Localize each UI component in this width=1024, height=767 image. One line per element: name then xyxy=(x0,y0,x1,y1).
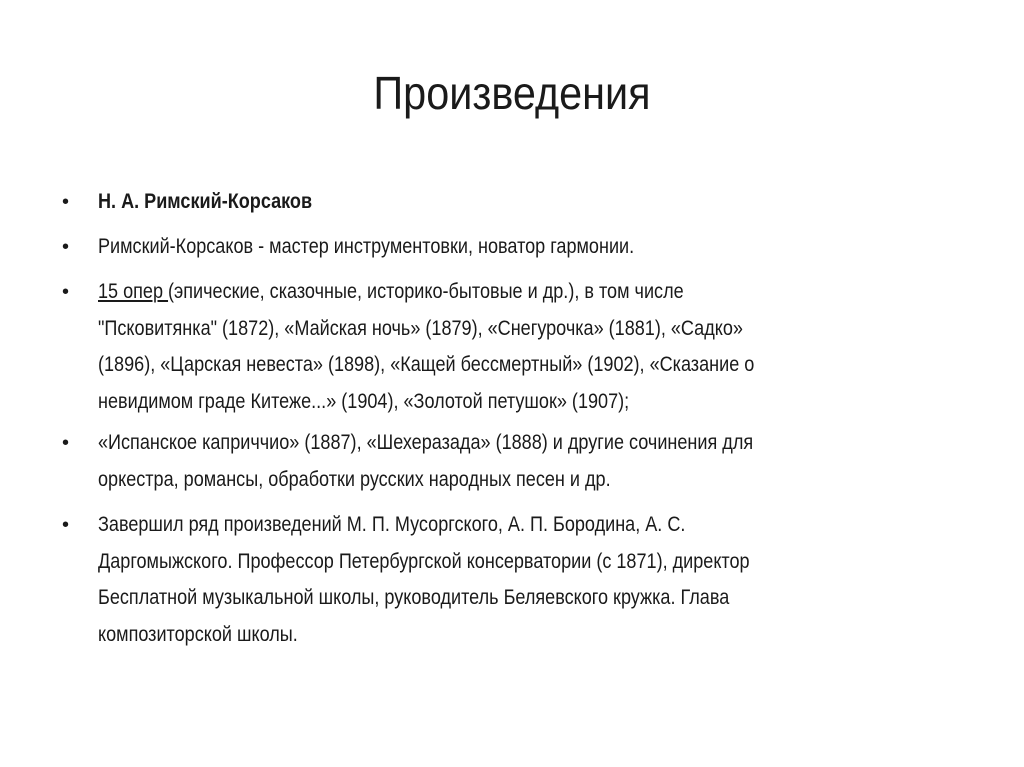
item-line: композиторской школы. xyxy=(98,622,298,646)
slide-title: Произведения xyxy=(373,67,651,119)
item-line xyxy=(98,274,754,311)
item-line: «Испанское каприччио» (1887), «Шехеразада» (1888) и другие сочинения для xyxy=(98,431,754,454)
bullet-icon: • xyxy=(62,281,70,303)
bullet-icon: • xyxy=(62,236,70,258)
operas-count-underlined: 15 опер xyxy=(98,280,169,303)
bullet-icon: • xyxy=(62,432,70,454)
item-line: (1896), «Царская невеста» (1898), «Кащей бессмертный» (1902), «Сказание о xyxy=(98,353,755,376)
item-line: Римский-Корсаков - мастер инструментовки, новатор гармонии. xyxy=(98,235,635,258)
item-line-text: (эпические, сказочные, историко-бытовые и др.), в том числе xyxy=(168,280,684,303)
item-line: невидимом граде Китеже...» (1904), «Золотой петушок» (1907); xyxy=(98,389,630,413)
item-line: оркестра, романсы, обработки русских народных песен и др. xyxy=(98,467,611,491)
bullet-icon: • xyxy=(62,191,70,213)
item-line: Завершил ряд произведений М. П. Мусоргского, А. П. Бородина, А. С. xyxy=(98,513,686,536)
item-line: Даргомыжского. Профессор Петербургской консерватории (с 1871), директор xyxy=(98,549,750,573)
bullet-icon: • xyxy=(62,514,70,536)
item-line: "Псковитянка" (1872), «Майская ночь» (1879), «Снегурочка» (1881), «Садко» xyxy=(98,316,743,340)
item-line: Н. А. Римский-Корсаков xyxy=(98,190,313,213)
item-line: Бесплатной музыкальной школы, руководитель Беляевского кружка. Глава xyxy=(98,586,730,609)
